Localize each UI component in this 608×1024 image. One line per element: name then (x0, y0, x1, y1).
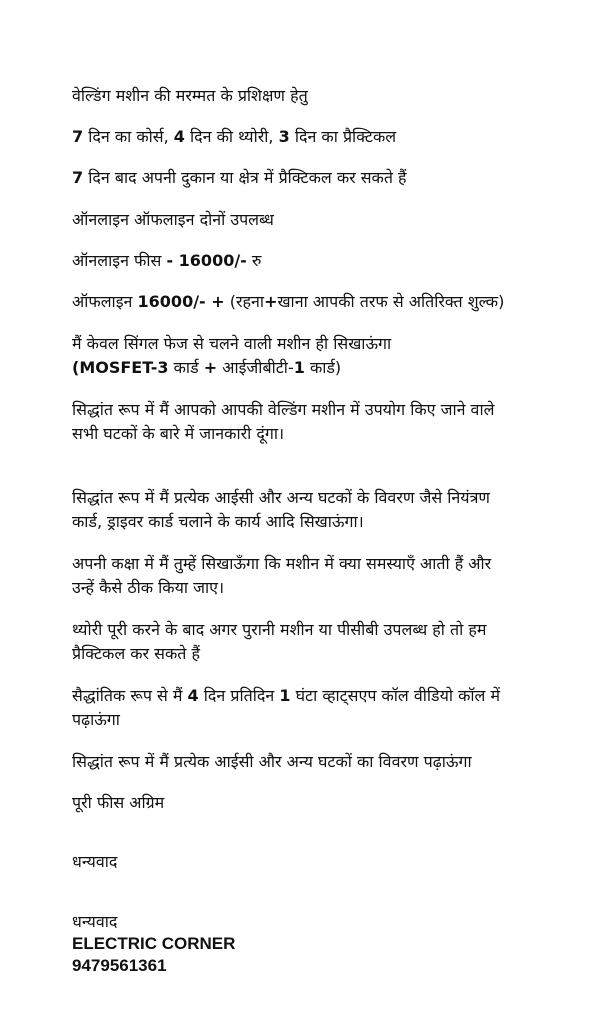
offline-note-open: (रहना (224, 292, 265, 311)
after-label: दिन बाद अपनी दुकान या क्षेत्र में प्रैक्टिकल कर सकते हैं (83, 168, 407, 187)
thanks-text-2: धन्यवाद (72, 912, 118, 931)
course-days: 7 (72, 127, 84, 146)
online-fee-amount: - 16000/- (166, 251, 247, 270)
video-class-line-2 (72, 708, 120, 732)
class-paragraph-line-2 (72, 576, 224, 600)
offline-note-rest: खाना आपकी तरफ से अतिरिक्त शुल्क) (277, 292, 505, 311)
after-course-line (72, 166, 407, 190)
practical-paragraph-line-2 (72, 642, 200, 666)
intro-line (72, 84, 308, 108)
thanks-line-1 (72, 850, 117, 874)
theory-paragraph-text-1: सिद्धांत रूप में मैं आपको आपकी वेल्डिंग मशीन में उपयोग किए जाने वाले (72, 400, 495, 419)
ic-paragraph-line-1 (72, 486, 490, 510)
offline-fee-label: ऑफलाइन (72, 292, 138, 311)
after-days: 7 (72, 168, 84, 187)
theory-paragraph-line-2 (72, 422, 284, 446)
ic-teach-line (72, 750, 472, 774)
offline-fee-amount: 16000/- + (137, 292, 225, 311)
video-days: 4 (187, 686, 199, 705)
cards-mid-1: कार्ड (168, 358, 204, 377)
practical-paragraph-text-2: प्रैक्टिकल कर सकते हैं (72, 644, 200, 663)
class-paragraph-text-1: अपनी कक्षा में मैं तुम्हें सिखाऊँगा कि मशीन में क्या समस्याएँ आती हैं और (72, 554, 492, 573)
online-fee-label: ऑनलाइन फीस (72, 251, 167, 270)
intro-text: वेल्डिंग मशीन की मरम्मत के प्रशिक्षण हेतु (72, 86, 308, 105)
theory-label: दिन की थ्योरी, (184, 127, 279, 146)
cards-close: कार्ड) (304, 358, 342, 377)
video-hours: 1 (279, 686, 291, 705)
class-paragraph-line-1 (72, 552, 491, 576)
cards-mosfet: (MOSFET-3 (72, 358, 169, 377)
cards-line (72, 356, 341, 380)
practical-label: दिन का प्रैक्टिकल (289, 127, 397, 146)
class-paragraph-text-2: उन्हें कैसे ठीक किया जाए। (72, 578, 225, 597)
offline-note-plus: + (264, 292, 278, 311)
theory-paragraph-text-2: सभी घटकों के बारे में जानकारी दूंगा। (72, 424, 285, 443)
practical-paragraph-line-1 (72, 618, 486, 642)
cards-igbt-count: 1 (293, 358, 305, 377)
modes-line (72, 208, 274, 232)
modes-text: ऑनलाइन ऑफलाइन दोनों उपलब्ध (72, 210, 274, 229)
advance-fee-text: पूरी फीस अग्रिम (72, 793, 165, 812)
video-post: घंटा व्हाट्सएप कॉल वीडियो कॉल में (290, 686, 501, 705)
cards-mid-2: आईजीबीटी- (217, 358, 294, 377)
video-class-line-1 (72, 684, 500, 708)
course-days-label: दिन का कोर्स, (83, 127, 174, 146)
advance-fee-line (72, 791, 164, 815)
online-fee-currency: रु (246, 251, 262, 270)
ic-teach-text: सिद्धांत रूप में मैं प्रत्येक आईसी और अन्य घटकों का विवरण पढ़ाऊंगा (72, 752, 472, 771)
practical-days: 3 (278, 127, 290, 146)
video-pre: सैद्धांतिक रूप से मैं (72, 686, 188, 705)
single-phase-line (72, 332, 391, 356)
theory-days: 4 (173, 127, 185, 146)
phone-number: 9479561361 (72, 956, 167, 975)
practical-paragraph-text-1: थ्योरी पूरी करने के बाद अगर पुरानी मशीन या पीसीबी उपलब्ध हो तो हम (72, 620, 487, 639)
video-mid: दिन प्रतिदिन (198, 686, 280, 705)
course-duration-line (72, 125, 396, 149)
business-name: ELECTRIC CORNER (72, 934, 236, 953)
thanks-text-1: धन्यवाद (72, 852, 118, 871)
ic-paragraph-text-1: सिद्धांत रूप में मैं प्रत्येक आईसी और अन्य घटकों के विवरण जैसे नियंत्रण (72, 488, 490, 507)
cards-plus: + (203, 358, 218, 377)
thanks-line-2 (72, 910, 117, 934)
online-fee-line (72, 249, 261, 273)
ic-paragraph-line-2 (72, 510, 364, 534)
theory-paragraph-line-1 (72, 398, 494, 422)
ic-paragraph-text-2: कार्ड, ड्राइवर कार्ड चलाने के कार्य आदि सिखाऊंगा। (72, 512, 364, 531)
offline-fee-line (72, 290, 504, 314)
video-class-text-2: पढ़ाऊंगा (72, 710, 120, 729)
single-phase-text: मैं केवल सिंगल फेज से चलने वाली मशीन ही सिखाऊंगा (72, 334, 392, 353)
